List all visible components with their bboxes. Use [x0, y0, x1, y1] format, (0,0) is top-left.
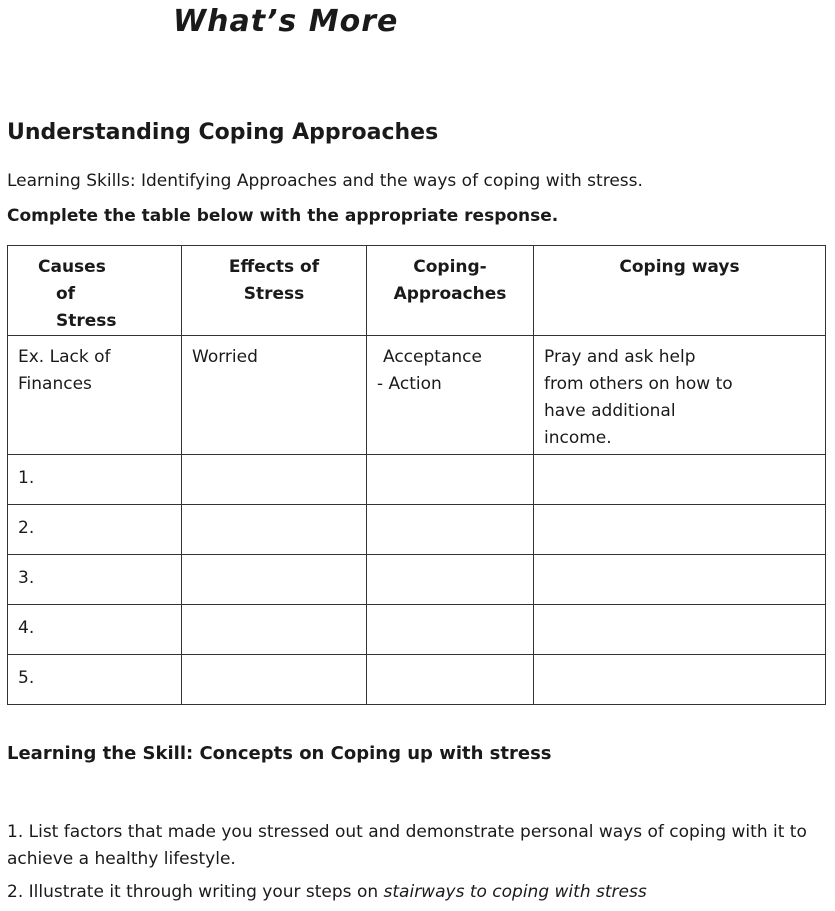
concepts-title: Learning the Skill: Concepts on Coping up with stress: [7, 743, 552, 764]
header-causes-line3: Stress: [56, 311, 117, 331]
header-effects-line2: Stress: [243, 284, 305, 304]
answer-cell-ways[interactable]: [534, 505, 826, 555]
header-approaches: [367, 246, 534, 336]
table-row: [8, 655, 826, 705]
row-number: 5.: [8, 655, 182, 705]
table-row: [8, 555, 826, 605]
instruction-item-2-emphasis: stairways to coping with stress: [383, 882, 647, 902]
example-approach: [367, 336, 534, 455]
page-title: What’s More: [173, 4, 399, 39]
answer-cell-effects[interactable]: [182, 655, 367, 705]
answer-cell-approaches[interactable]: [367, 555, 534, 605]
answer-cell-effects[interactable]: [182, 605, 367, 655]
answer-cell-approaches[interactable]: [367, 655, 534, 705]
answer-cell-effects[interactable]: [182, 455, 367, 505]
example-ways-line3: have additional: [544, 401, 676, 421]
instruction-text: Complete the table below with the appropriate response.: [7, 206, 559, 226]
example-cause-line2: Finances: [18, 374, 92, 394]
header-approaches-line2: Approaches: [393, 284, 507, 304]
example-approach-line2: - Action: [377, 374, 442, 394]
instruction-item-2: [7, 882, 647, 902]
section-title: Understanding Coping Approaches: [7, 120, 439, 145]
example-effect: Worried: [182, 336, 367, 455]
answer-cell-ways[interactable]: [534, 655, 826, 705]
answer-cell-approaches[interactable]: [367, 455, 534, 505]
header-ways: [534, 246, 826, 336]
answer-cell-ways[interactable]: [534, 455, 826, 505]
header-causes-line1: Causes: [38, 257, 106, 277]
row-number: 4.: [8, 605, 182, 655]
answer-cell-effects[interactable]: [182, 505, 367, 555]
example-ways: [534, 336, 826, 455]
header-causes-line2: of: [56, 284, 76, 304]
example-ways-line2: from others on how to: [544, 374, 733, 394]
answer-cell-ways[interactable]: [534, 605, 826, 655]
header-causes: [8, 246, 182, 336]
header-effects: [182, 246, 367, 336]
header-effects-line1: Effects of: [228, 257, 320, 277]
instruction-item-1: 1. List factors that made you stressed out and demonstrate personal ways of coping with it to achieve a healthy lifestyle.: [7, 822, 807, 869]
header-ways-line1: Coping ways: [619, 257, 740, 277]
row-number: 3.: [8, 555, 182, 605]
coping-table: [7, 245, 826, 705]
header-approaches-line1: Coping-: [413, 257, 487, 277]
example-ways-line1: Pray and ask help: [544, 347, 696, 367]
answer-cell-approaches[interactable]: [367, 505, 534, 555]
row-number: 2.: [8, 505, 182, 555]
answer-cell-ways[interactable]: [534, 555, 826, 605]
table-row: [8, 605, 826, 655]
learning-skills-text: Learning Skills: Identifying Approaches and the ways of coping with stress.: [7, 171, 643, 191]
table-row: [8, 455, 826, 505]
example-ways-line4: income.: [544, 428, 612, 448]
answer-cell-effects[interactable]: [182, 555, 367, 605]
answer-cell-approaches[interactable]: [367, 605, 534, 655]
example-cause: [8, 336, 182, 455]
example-cause-line1: Ex. Lack of: [18, 347, 111, 367]
table-row-example: [8, 336, 826, 455]
row-number: 1.: [8, 455, 182, 505]
table-header-row: [8, 246, 826, 336]
table-row: [8, 505, 826, 555]
instruction-item-2-prefix: 2. Illustrate it through writing your steps on: [7, 882, 384, 902]
example-approach-line1: Acceptance: [383, 347, 482, 367]
